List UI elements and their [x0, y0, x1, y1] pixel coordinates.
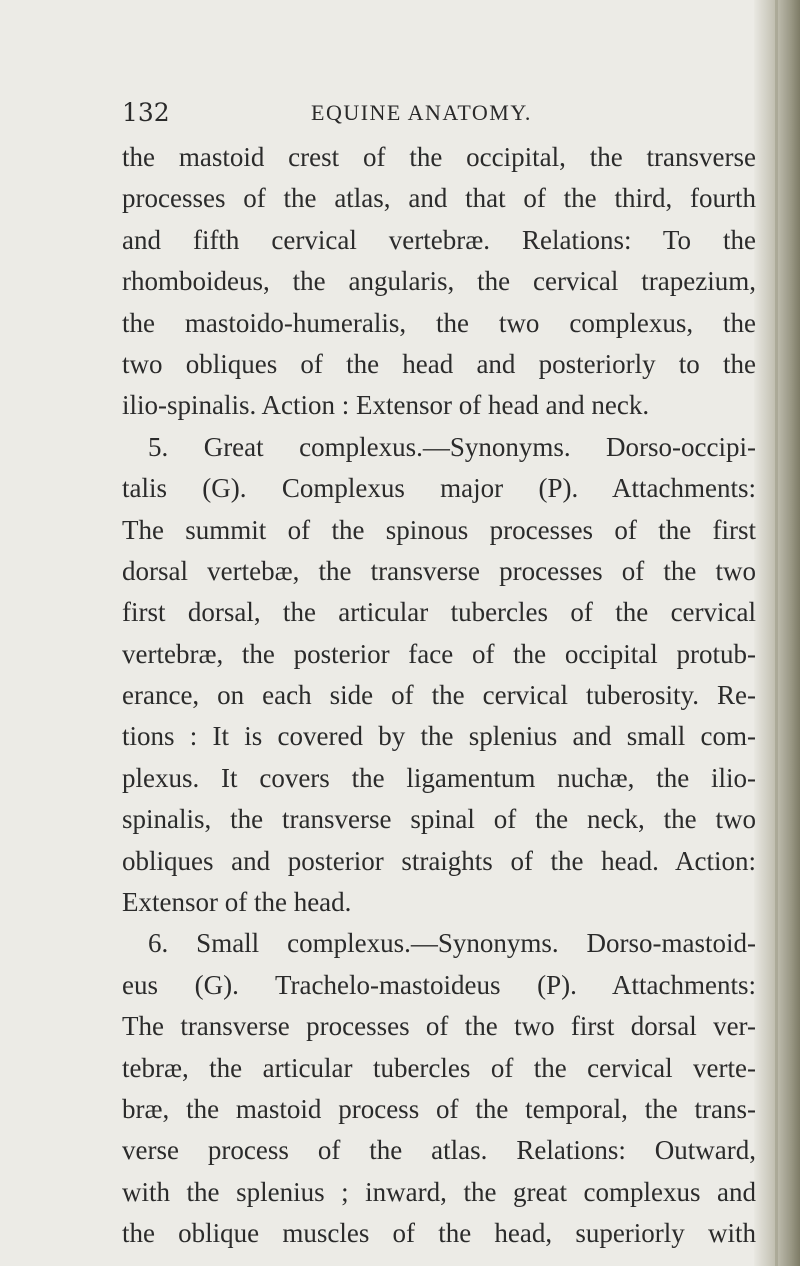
- page-header: [122, 94, 742, 134]
- text-line: The summit of the spinous processes of the first: [122, 514, 756, 545]
- running-head: EQUINE ANATOMY.: [311, 100, 532, 125]
- text-line: 5. Great complexus.—Synonyms. Dorso-occipi-: [148, 431, 756, 462]
- text-line: plexus. It covers the ligamentum nuchæ, the ilio-: [122, 762, 756, 793]
- text-line: spinalis, the transverse spinal of the neck, the two: [122, 804, 756, 835]
- text-line: the oblique muscles of the head, superiorly with: [122, 1218, 756, 1249]
- body-text: [122, 137, 756, 1255]
- text-line: Extensor of the head.: [122, 887, 352, 918]
- text-line: bræ, the mastoid process of the temporal, the trans-: [122, 1093, 756, 1124]
- text-line: obliques and posterior straights of the head. Action:: [122, 845, 756, 876]
- text-line: and fifth cervical vertebræ. Relations: To the: [122, 224, 756, 255]
- text-line: two obliques of the head and posteriorly to the: [122, 348, 756, 379]
- text-line: The transverse processes of the two first dorsal ver-: [122, 1011, 756, 1042]
- text-line: the mastoido-humeralis, the two complexus, the: [122, 307, 756, 338]
- page-number: 132: [122, 98, 170, 127]
- text-line: with the splenius ; inward, the great complexus and: [122, 1176, 756, 1207]
- text-line: the mastoid crest of the occipital, the transverse: [122, 142, 756, 172]
- text-line: tions : It is covered by the splenius and small com-: [122, 721, 756, 752]
- text-line: vertebræ, the posterior face of the occipital protub-: [122, 638, 756, 669]
- text-line: eus (G). Trachelo-mastoideus (P). Attachments:: [122, 969, 756, 1000]
- text-line: processes of the atlas, and that of the third, fourth: [122, 183, 756, 214]
- text-line: verse process of the atlas. Relations: Outward,: [122, 1135, 756, 1166]
- text-line: talis (G). Complexus major (P). Attachments:: [122, 473, 756, 504]
- text-line: rhomboideus, the angularis, the cervical trapezium,: [122, 266, 756, 297]
- text-line: ilio-spinalis. Action : Extensor of head and neck.: [122, 390, 650, 421]
- text-line: tebræ, the articular tubercles of the cervical verte-: [122, 1052, 756, 1083]
- text-line: 6. Small complexus.—Synonyms. Dorso-mastoid-: [148, 928, 756, 959]
- text-line: first dorsal, the articular tubercles of the cervical: [122, 597, 756, 628]
- text-line: dorsal vertebæ, the transverse processes of the two: [122, 555, 756, 586]
- binding-edge: [775, 0, 778, 1266]
- text-line: erance, on each side of the cervical tuberosity. Re-: [122, 680, 756, 711]
